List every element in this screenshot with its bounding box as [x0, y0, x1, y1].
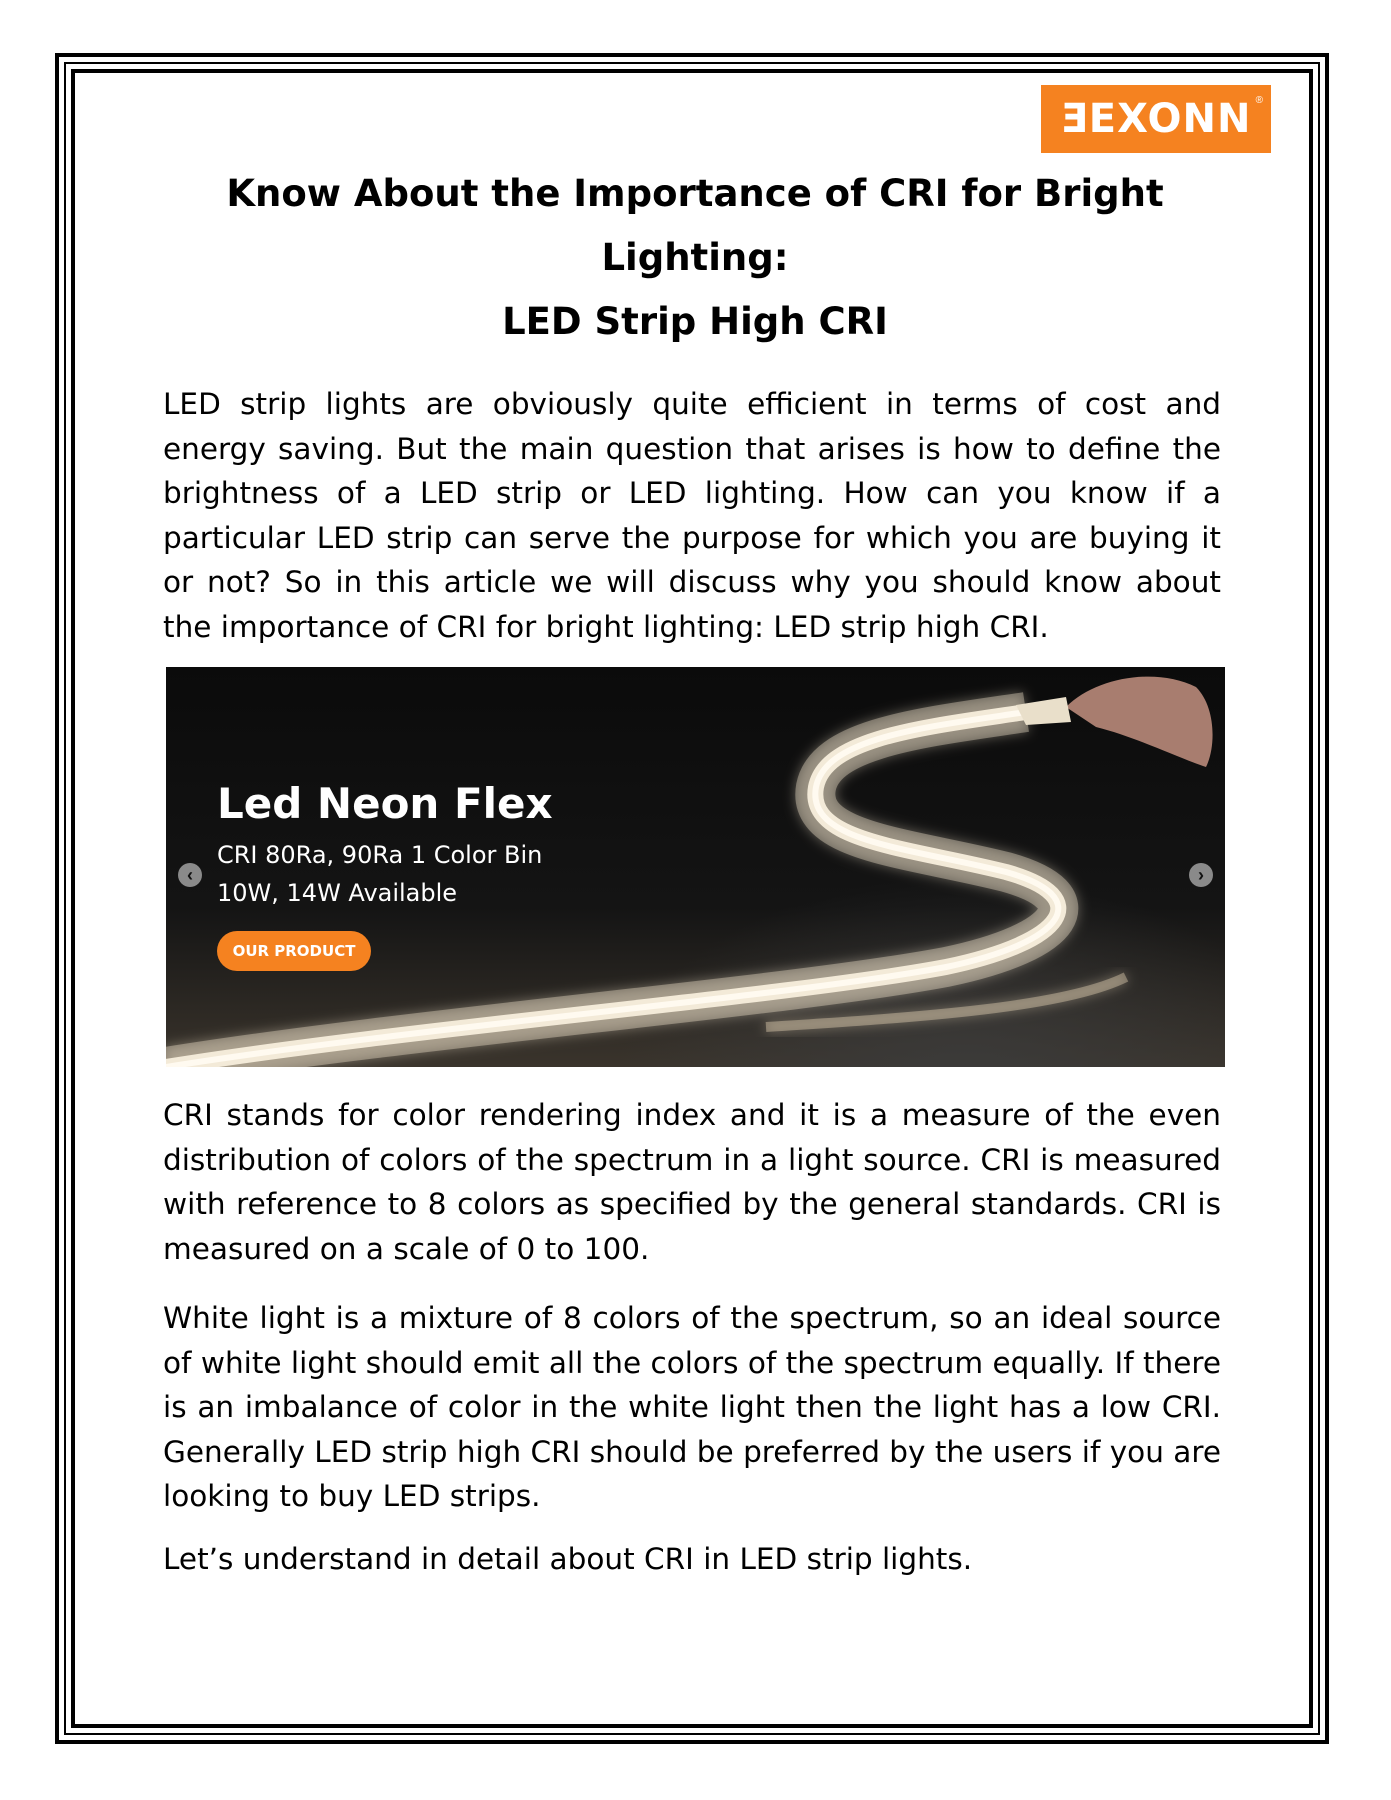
page-title-line-2: LED Strip High CRI	[502, 300, 888, 343]
page-title	[140, 162, 1250, 354]
brand-logo	[1041, 85, 1271, 153]
white-light-paragraph: White light is a mixture of 8 colors of the spectrum, so an ideal source of white light should emit all the colors of the spectrum equally. If there is an imbalance of color in the white light then the light has a low CRI. Generally LED strip high CRI should be preferred by the users if you are looking to buy LED strips.	[163, 1301, 1221, 1513]
banner-title: Led Neon Flex	[217, 779, 553, 828]
our-product-button[interactable]: OUR PRODUCT	[217, 931, 371, 971]
cri-definition-paragraph: CRI stands for color rendering index and it is a measure of the even distribution of colors of the spectrum in a light source. CRI is measured with reference to 8 colors as specified by the general standards. CRI is measured on a scale of 0 to 100.	[163, 1098, 1221, 1266]
chevron-right-icon[interactable]: ›	[1189, 863, 1213, 887]
banner-spec-line-2: 10W, 14W Available	[217, 879, 458, 907]
closing-paragraph: Let’s understand in detail about CRI in LED strip lights.	[163, 1542, 973, 1576]
brand-logo-text: ƎEXONN	[1060, 96, 1252, 142]
product-banner[interactable]	[166, 667, 1225, 1067]
page-title-line-1: Know About the Importance of CRI for Bright Lighting:	[226, 172, 1164, 279]
banner-spec-line-1: CRI 80Ra, 90Ra 1 Color Bin	[217, 841, 543, 869]
registered-mark: ®	[1255, 95, 1263, 106]
intro-paragraph: LED strip lights are obviously quite efficient in terms of cost and energy saving. But the main question that arises is how to define the brightness of a LED strip or LED lighting. How can you know if a particular LED strip can serve the purpose for which you are buying it or not? So in this article we will discuss why you should know about the importance of CRI for bright lighting: LED strip high CRI.	[163, 387, 1221, 644]
chevron-left-icon[interactable]: ‹	[178, 863, 202, 887]
